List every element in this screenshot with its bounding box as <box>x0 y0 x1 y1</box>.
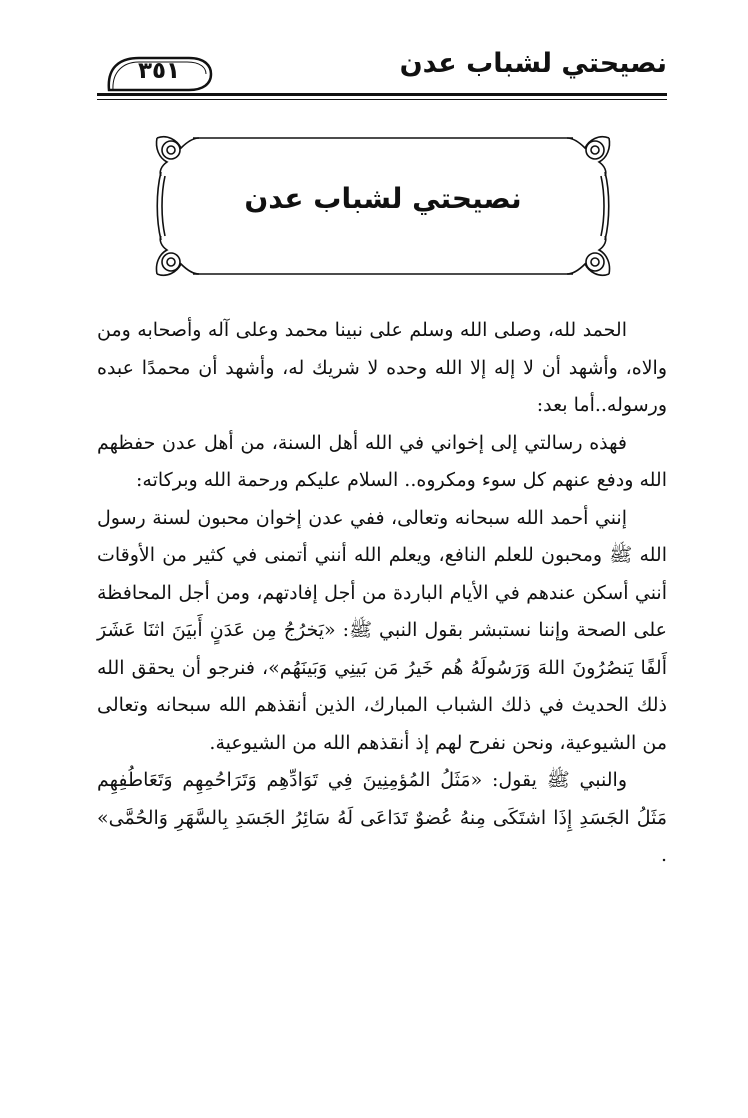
page-header <box>97 46 667 96</box>
header-rule <box>97 93 667 96</box>
paragraph: والنبي ﷺ يقول: «مَثَلُ المُؤمِنِينَ فِي تَوَادِّهِم وَتَرَاحُمِهِم وَتَعَاطُفِهِم مَثَلُ الجَسَدِ إِذَا اشتَكَى مِنهُ عُضوٌ تَدَاعَى لَهُ سَائِرُ الجَسَدِ بِالسَّهَرِ وَالحُمَّى» . <box>97 769 667 866</box>
paragraph: فهذه رسالتي إلى إخواني في الله أهل السنة، من أهل عدن حفظهم الله ودفع عنهم كل سوء ومكروه.. السلام عليكم ورحمة الله وبركاته: <box>97 431 667 491</box>
header-rule-thin <box>97 99 667 100</box>
chapter-title-frame <box>153 132 613 280</box>
page-number: ٣٥١ <box>137 58 181 84</box>
page-number-badge <box>105 54 213 92</box>
chapter-title: نصيحتي لشباب عدن <box>244 182 522 215</box>
paragraph: إنني أحمد الله سبحانه وتعالى، ففي عدن إخوان محبون لسنة رسول الله ﷺ ومحبون للعلم النافع، ويعلم الله أنني أتمنى في كثير من الأوقات أنني أسكن عندهم في الأيام الباردة من أجل إفادتهم، ومن أجل المحافظة على الصحة وإننا نستبشر بقول النبي ﷺ: «يَخرُجُ مِن عَدَنٍ أَبيَنَ اثنَا عَشَرَ أَلفًا يَنصُرُونَ اللهَ وَرَسُولَهُ هُم خَيرُ مَن بَينِي وَبَينَهُم»، فنرجو أن يحقق الله ذلك الحديث في ذلك الشباب المبارك، الذين أنقذهم الله سبحانه وتعالى من الشيوعية، ونحن نفرح لهم إذ أنقذهم الله من الشيوعية. <box>97 506 667 754</box>
body-text <box>97 312 667 875</box>
paragraph: الحمد لله، وصلى الله وسلم على نبينا محمد وعلى آله وأصحابه ومن والاه، وأشهد أن لا إله إلا الله وحده لا شريك له، وأشهد أن محمدًا عبده ورسوله..أما بعد: <box>97 319 667 416</box>
running-title: نصيحتي لشباب عدن <box>399 48 667 79</box>
